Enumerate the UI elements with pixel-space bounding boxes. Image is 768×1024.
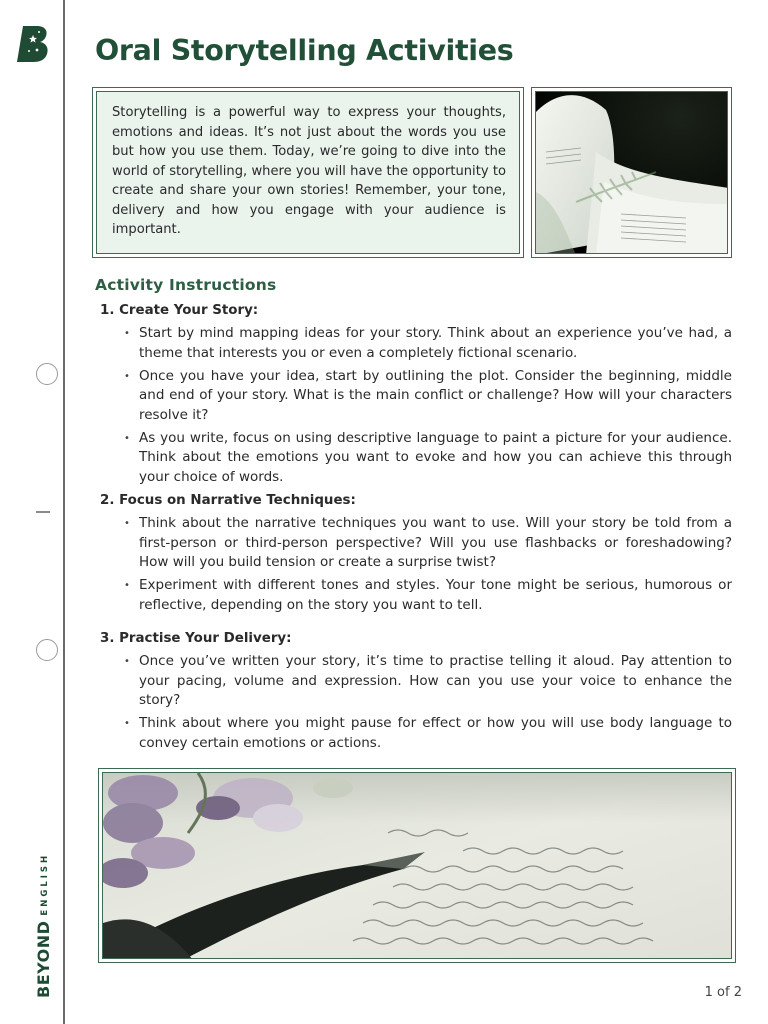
step-title: 3. Practise Your Delivery:	[100, 631, 292, 646]
binder-hole-icon	[36, 363, 58, 385]
fold-mark	[36, 511, 50, 513]
step-narrative-techniques	[100, 492, 732, 619]
list-item: • Think about the narrative techniques you want to use. Will your story be told from a first-person or third-person perspective? Will you use flashbacks or foreshadowing? How will you build tension or create a surprise twist?	[100, 514, 732, 573]
book-photo	[531, 87, 732, 258]
list-item: • Start by mind mapping ideas for your story. Think about an experience you’ve had, a theme that interests you or even a completely fictional scenario.	[100, 324, 732, 363]
book-image	[535, 91, 728, 254]
list-item: • Once you’ve written your story, it’s time to practise telling it aloud. Pay attention to your pacing, volume and expression. How can you use your voice to enhance the story?	[100, 652, 732, 711]
intro-inner	[96, 91, 520, 254]
list-item: • Think about where you might pause for effect or how you will use body language to convey certain emotions or actions.	[100, 714, 732, 753]
brand-word-english: ENGLISH	[40, 852, 50, 916]
letter-image	[102, 772, 732, 959]
page-title	[95, 34, 513, 67]
letter-photo	[98, 768, 736, 963]
brand-wordmark	[34, 853, 53, 998]
title-bold: Activities	[366, 34, 514, 67]
b-star-logo-icon	[15, 24, 51, 64]
title-regular: Oral Storytelling	[95, 34, 367, 67]
bullet-list	[100, 514, 732, 615]
step-title: 1. Create Your Story:	[100, 303, 259, 318]
intro-text: Storytelling is a powerful way to express your thoughts, emotions and ideas. It’s not just about the words you use but how you use them. Today, we’re going to dive into the world of storytelling, where you will have the opportunity to create and share your own stories! Remember, your tone, delivery and how you engage with your audience is important.	[112, 105, 506, 237]
bullet-list	[100, 324, 732, 487]
step-practise-delivery	[100, 630, 732, 757]
intro-box	[92, 87, 524, 258]
section-heading: Activity Instructions	[95, 276, 277, 294]
list-item: • Experiment with different tones and styles. Your tone might be serious, humorous or reflective, depending on the story you want to tell.	[100, 576, 732, 615]
step-title: 2. Focus on Narrative Techniques:	[100, 493, 356, 508]
list-item: • As you write, focus on using descriptive language to paint a picture for your audience. Think about the emotions you want to evoke and how you can achieve this through your choice of words.	[100, 429, 732, 488]
margin-line	[63, 0, 65, 1024]
binder-hole-icon	[36, 639, 58, 661]
page-number: 1 of 2	[704, 985, 742, 1000]
step-create-story	[100, 302, 732, 491]
brand-word-beyond: BEYOND	[34, 920, 53, 998]
list-item: • Once you have your idea, start by outlining the plot. Consider the beginning, middle and end of your story. What is the main conflict or challenge? How will your characters resolve it?	[100, 367, 732, 426]
bullet-list	[100, 652, 732, 753]
